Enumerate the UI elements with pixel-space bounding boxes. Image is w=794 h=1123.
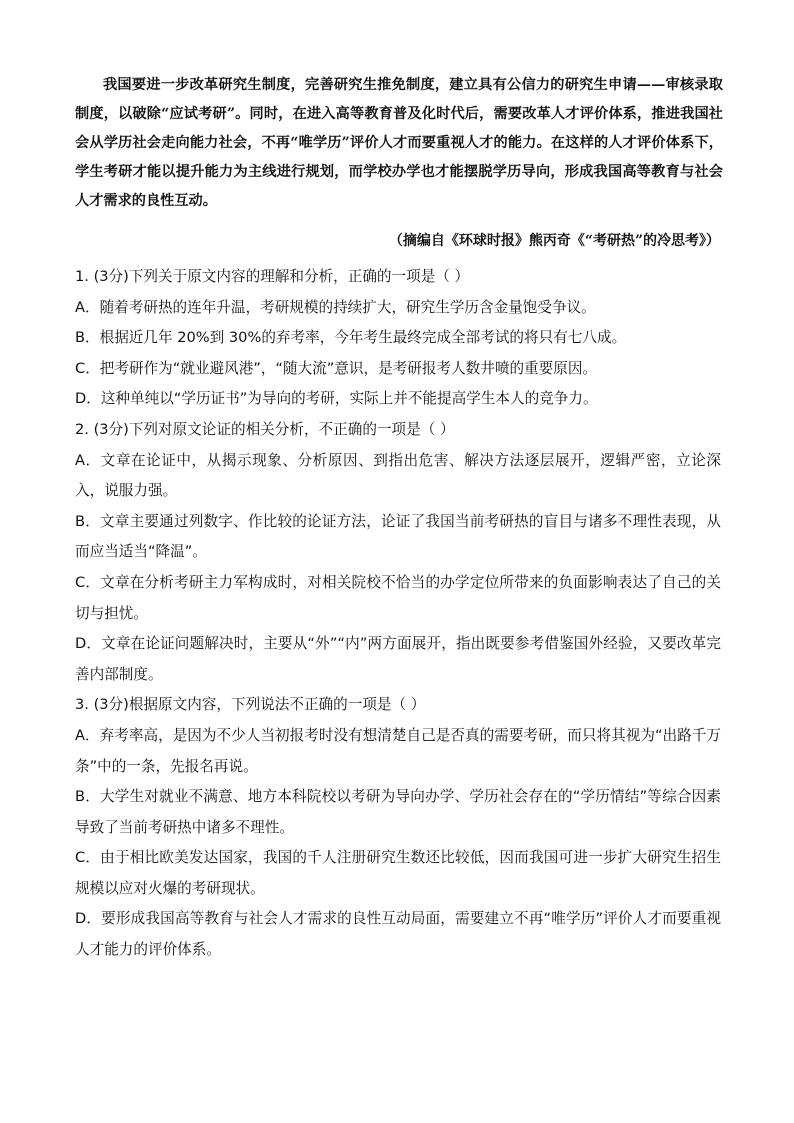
question-option: D．文章在论证问题解决时，主要从“外”“内”两方面展开，指出既要参考借鉴国外经验，又要改革完善内部制度。 — [75, 635, 721, 683]
question-option: D．这种单纯以“学历证书”为导向的考研，实际上并不能提高学生本人的竞争力。 — [75, 390, 598, 408]
question-stem: 3. (3分)根据原文内容，下列说法不正确的一项是（ ） — [75, 696, 426, 714]
passage-line: 摆脱学历导向，形成我国高等教育与社会人才需求的良性互动。 — [75, 164, 723, 209]
question-option: A．弃考率高，是因为不少人当初报考时没有想清楚自己是否真的需要考研，而只将其视为“出路千万条”中的一条，先报名再说。 — [75, 726, 721, 775]
question-option: A．文章在论证中，从揭示现象、分析原因、到指出危害、解决方法逐层展开，逻辑严密，立论深入，说服力强。 — [75, 451, 721, 500]
question-option: B．文章主要通过列数字、作比较的论证方法，论证了我国当前考研热的盲目与诸多不理性表现，从而应当适当“降温”。 — [75, 512, 721, 561]
question-option: B．大学生对就业不满意、地方本科院校以考研为导向办学、学历社会存在的“学历情结”等综合因素导致了当前考研热中诸多不理性。 — [75, 788, 721, 836]
question-option: C．把考研作为“就业避风港”，“随大流”意识，是考研报考人数井喷的重要原因。 — [75, 359, 598, 377]
passage-paragraph — [75, 71, 723, 216]
passage-line: 力。在这样的人才评价体系下，学生考研才能以提升能力为主线进行规划，而学校办学也才能 — [75, 135, 723, 180]
question-stem: 2. (3分)下列对原文论证的相关分析，不正确的一项是（ ） — [75, 420, 455, 438]
question-option: A．随着考研热的连年升温，考研规模的持续扩大，研究生学历含金量饱受争议。 — [75, 298, 596, 316]
passage-line: 我国要进一步改革研究生制度，完善研究生推免制度，建立具有公信力的研究生申请 — [103, 77, 637, 93]
question-list — [75, 262, 721, 966]
reading-passage — [75, 71, 723, 216]
passage-line: 评价体系，推进我国社会从学历社会走向能力社会，不再“唯学历”评价人才而要重视人才的能 — [75, 106, 723, 151]
question-option: C．文章在分析考研主力军构成时，对相关院校不恰当的办学定位所带来的负面影响表达了自己的关切与担忧。 — [75, 573, 721, 622]
question-stem: 1. (3分)下列关于原文内容的理解和分析，正确的一项是（ ） — [75, 268, 470, 285]
question-option: B．根据近几年 20%到 30%的弃考率，今年考生最终完成全部考试的将只有七八成。 — [75, 329, 627, 347]
passage-line: ——审核录取制度，以破除“应试考研”。同时，在进入高等教育普及化时代后，需要改革人才 — [75, 77, 723, 122]
passage-source: （摘编自《环球时报》熊丙奇《“考研热”的冷思考》） — [388, 233, 720, 249]
question-option: C．由于相比欧美发达国家，我国的千人注册研究生数还比较低，因而我国可进一步扩大研究生招生规模以应对火爆的考研现状。 — [75, 849, 721, 897]
question-option: D．要形成我国高等教育与社会人才需求的良性互动局面，需要建立不再“唯学历”评价人才而要重视人才能力的评价体系。 — [75, 910, 721, 959]
